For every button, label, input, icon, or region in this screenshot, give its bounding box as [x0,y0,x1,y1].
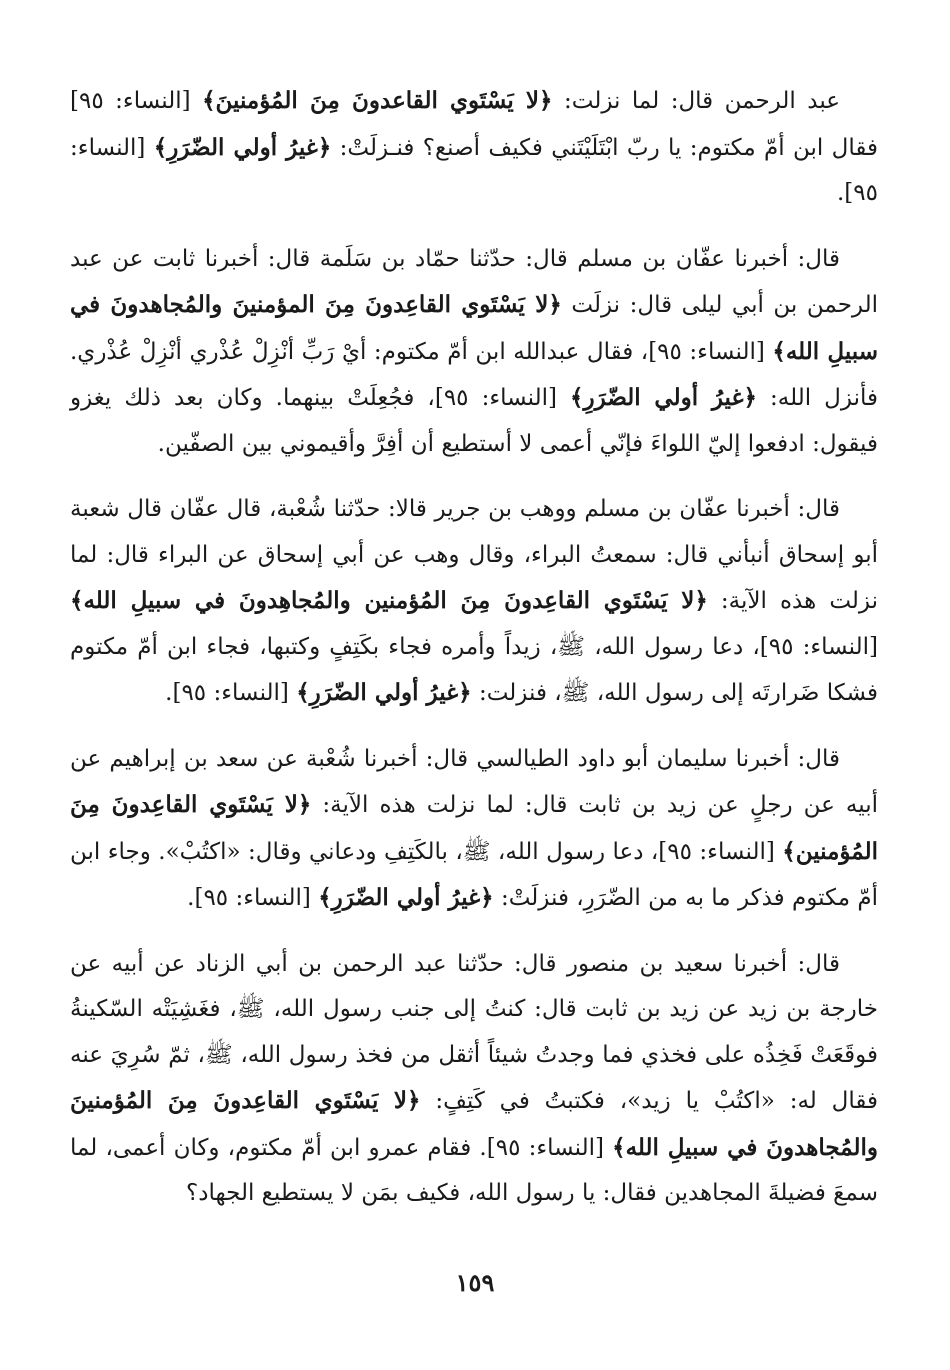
quran-quote: ﴿لا يَسْتَوي القاعِدونَ مِنَ المُؤمنينَ والمُجاهدونَ في سبيلِ الله﴾ [70,1087,878,1161]
paragraph [70,737,878,922]
text-run: [النساء: ٩٥]، دعا رسول الله، ﷺ، زيداً وأمره فجاء بكَتِفٍ وكتبها، فجاء ابن أمّ مكتوم فشكا ضَرارتَه إلى رسول الله، ﷺ، فنزلت: [70,633,878,706]
text-run: [النساء: ٩٥] فقال ابن أمّ مكتوم: يا ربّ ابْتَلَيْتَني فكيف أصنع؟ فنـزلَتْ: [70,88,878,161]
text-run: قال: أخبرنا عفّان بن مسلم قال: حدّثنا حمّاد بن سَلَمة قال: أخبرنا ثابت عن عبد الرحمن بن أبي ليلى قال: نزلَت [70,245,878,318]
paragraph [70,942,878,1217]
text-run: [النساء: ٩٥]. فقام عمرو ابن أمّ مكتوم، وكان أعمى، لما سمعَ فضيلةَ المجاهدين فقال: يا رسول الله، فكيف بمَن لا يستطيع الجهاد؟ [70,1134,878,1206]
text-run: [النساء: ٩٥]، فجُعِلَتْ بينهما. وكان بعد ذلك يغزو فيقول: ادفعوا إليّ اللواءَ فإنّي أعمى لا أستطيع أن أفِرَّ وأقيموني بين الصفّين. [70,385,878,457]
text-run: قال: أخبرنا سليمان أبو داود الطيالسي قال: أخبرنا شُعْبة عن سعد بن إبراهيم عن أبيه عن رجلٍ عن زيد بن ثابت قال: لما نزلت هذه الآية: [70,745,879,818]
paragraph [70,487,878,717]
text-run: [النساء: ٩٥]. [187,885,319,911]
quran-quote: ﴿لا يَسْتَوي القاعِدونَ مِنَ المُؤمنين﴾ [70,791,878,865]
quran-quote: ﴿لا يَسْتَوي القاعدونَ مِنَ المُؤمنينَ﴾ [202,87,553,114]
paragraph [70,237,878,468]
quran-quote: ﴿غيرُ أولي الضّرَرِ﴾ [153,133,332,161]
text-run: قال: أخبرنا سعيد بن منصور قال: حدّثنا عبد الرحمن بن أبي الزناد عن أبيه عن خارجة بن زيد عن زيد بن ثابت قال: كنتُ إلى جنب رسول الله، ﷺ، فغَشِيَتْه السّكينةُ فوقَعَتْ فَخِذُه على فخذي فما وجدتُ شيئاً أثقل من فخذ رسول الله، ﷺ، ثمّ سُرِيَ عنه فقال له: «اكتُبْ يا زيد»، فكتبتُ في كَتِفٍ: [70,950,878,1114]
quran-quote: ﴿لا يَسْتَوي القاعِدونَ مِنَ المؤمنينَ والمُجاهدونَ في سبيلِ الله﴾ [70,291,878,365]
quran-quote: ﴿غيرُ أولي الضّرَرِ﴾ [318,884,494,911]
text-run: قال: أخبرنا عفّان بن مسلم ووهب بن جرير قالا: حدّثنا شُعْبة، قال عفّان قال شعبة أبو إسحاق أنبأني قال: سمعتُ البراء، وقال وهب عن أبي إسحاق عن البراء قال: لما نزلت هذه الآية: [70,496,879,614]
quran-quote: ﴿لا يَسْتَوي القاعِدونَ مِنَ المُؤمنين والمُجاهِدونَ في سبيلِ الله﴾ [70,587,708,614]
page-number: ١٥٩ [455,1268,495,1297]
text-run: [النساء: ٩٥]. [165,680,297,706]
paragraph [70,78,878,217]
text-run: [النساء: ٩٥]، فقال عبدالله ابن أمّ مكتوم: أيْ رَبِّ أنْزِلْ عُذْري أنْزِلْ عُذْري. فأنزل الله: [70,338,878,411]
quran-quote: ﴿غيرُ أولي الضّرَرِ﴾ [570,384,757,411]
text-run: [النساء: ٩٥]، دعا رسول الله، ﷺ، بالكَتِفِ ودعاني وقال: «اكتُبْ». وجاء ابن أمّ مكتوم فذكر ما به من الضّرَرِ، فنزلَتْ: [70,838,878,911]
text-run: عبد الرحمن قال: لما نزلت: [552,88,840,114]
text-run: [النساء: ٩٥]. [70,134,878,206]
quran-quote: ﴿غيرُ أولي الضّرَرِ﴾ [296,679,472,706]
page-body [70,78,878,1237]
